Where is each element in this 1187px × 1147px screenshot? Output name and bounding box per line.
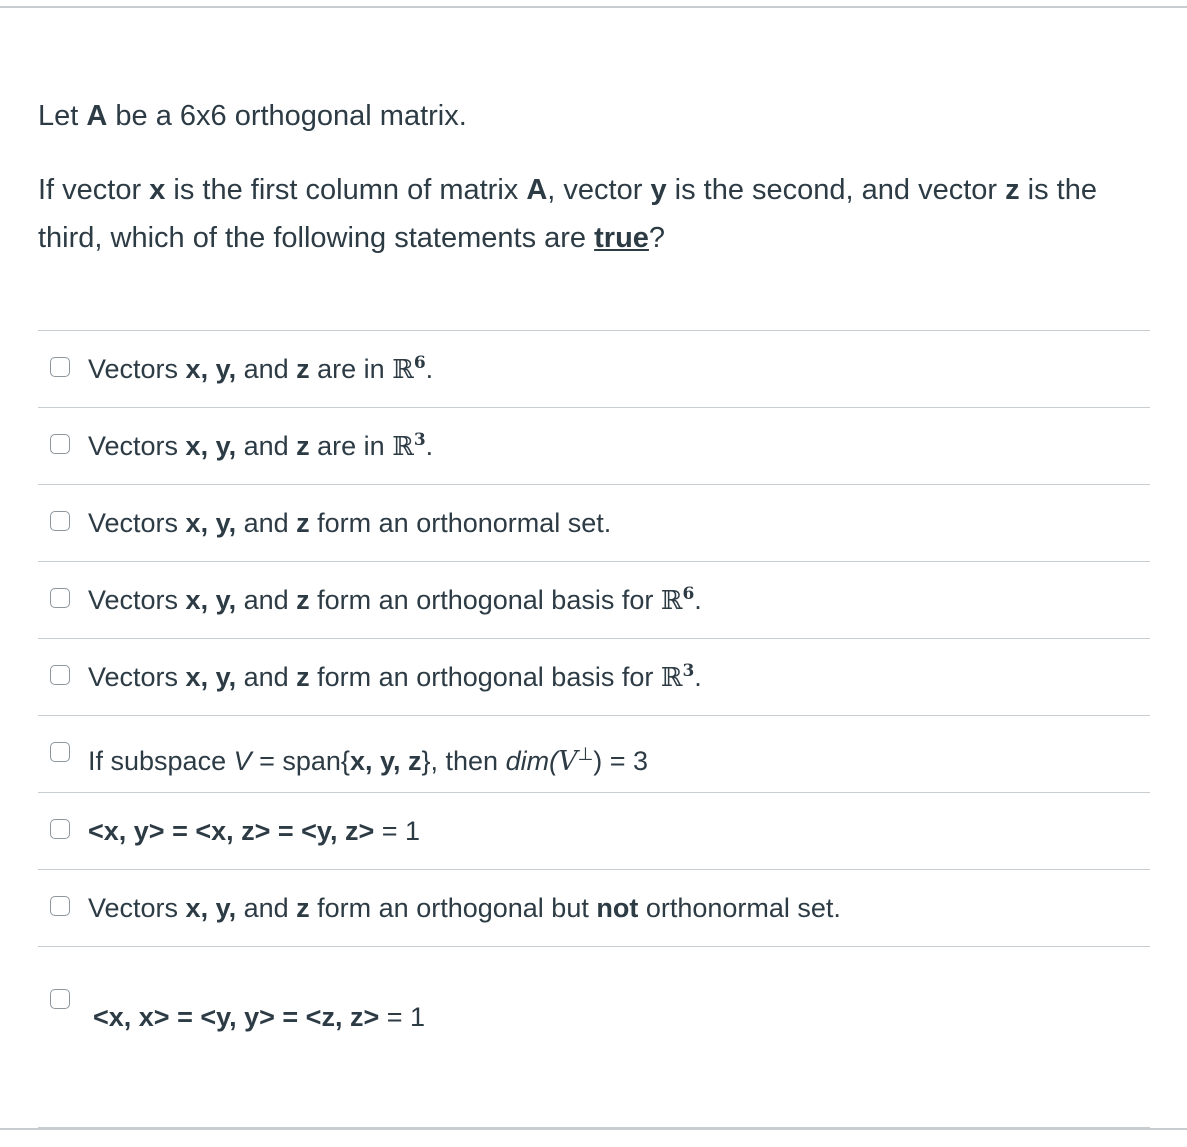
- answer-option-6[interactable]: [38, 715, 1150, 792]
- checkbox-option-9[interactable]: [50, 989, 70, 1009]
- bottom-divider: [0, 1128, 1187, 1130]
- checkbox-option-1[interactable]: [50, 357, 70, 377]
- answer-option-4[interactable]: [38, 561, 1150, 638]
- top-divider: [0, 6, 1187, 8]
- option-8-text: Vectors x, y, and z form an orthogonal but not orthonormal set.: [88, 893, 841, 923]
- answer-option-8[interactable]: [38, 869, 1150, 946]
- answer-option-7[interactable]: [38, 792, 1150, 869]
- checkbox-option-5[interactable]: [50, 665, 70, 685]
- question-line-2: If vector x is the first column of matrix A, vector y is the second, and vector z is the third, which of the following statements are true?: [38, 174, 1097, 254]
- answer-option-9[interactable]: [38, 946, 1150, 1128]
- option-2-text: Vectors x, y, and z are in ℝ$^3$.: [88, 430, 434, 462]
- checkbox-option-7[interactable]: [50, 819, 70, 839]
- option-3-text: Vectors x, y, and z form an orthonormal set.: [88, 508, 612, 538]
- option-1-text: Vectors x, y, and z are in ℝ$^6$.: [88, 353, 434, 385]
- option-9-text: <x, x> = <y, y> = <z, z> = 1: [93, 1002, 426, 1032]
- checkbox-option-8[interactable]: [50, 896, 70, 916]
- checkbox-option-2[interactable]: [50, 434, 70, 454]
- emphasis-true: true: [594, 222, 649, 254]
- question-line-1: Let A be a 6x6 orthogonal matrix.: [38, 100, 467, 132]
- answer-option-5[interactable]: [38, 638, 1150, 715]
- option-7-text: <x, y> = <x, z> = <y, z> = 1: [88, 816, 421, 846]
- checkbox-option-6[interactable]: [50, 742, 70, 762]
- answer-option-3[interactable]: [38, 484, 1150, 561]
- checkbox-option-4[interactable]: [50, 588, 70, 608]
- option-4-text: Vectors x, y, and z form an orthogonal basis for ℝ$^6$.: [88, 584, 702, 616]
- option-6-text: If subspace V = span{x, y, z}, then dim(V⊥) = 3: [88, 744, 649, 777]
- answer-list: [38, 330, 1150, 1128]
- answer-option-2[interactable]: [38, 407, 1150, 484]
- answer-option-1[interactable]: [38, 330, 1150, 407]
- option-5-text: Vectors x, y, and z form an orthogonal basis for ℝ$^3$.: [88, 661, 702, 693]
- checkbox-option-3[interactable]: [50, 511, 70, 531]
